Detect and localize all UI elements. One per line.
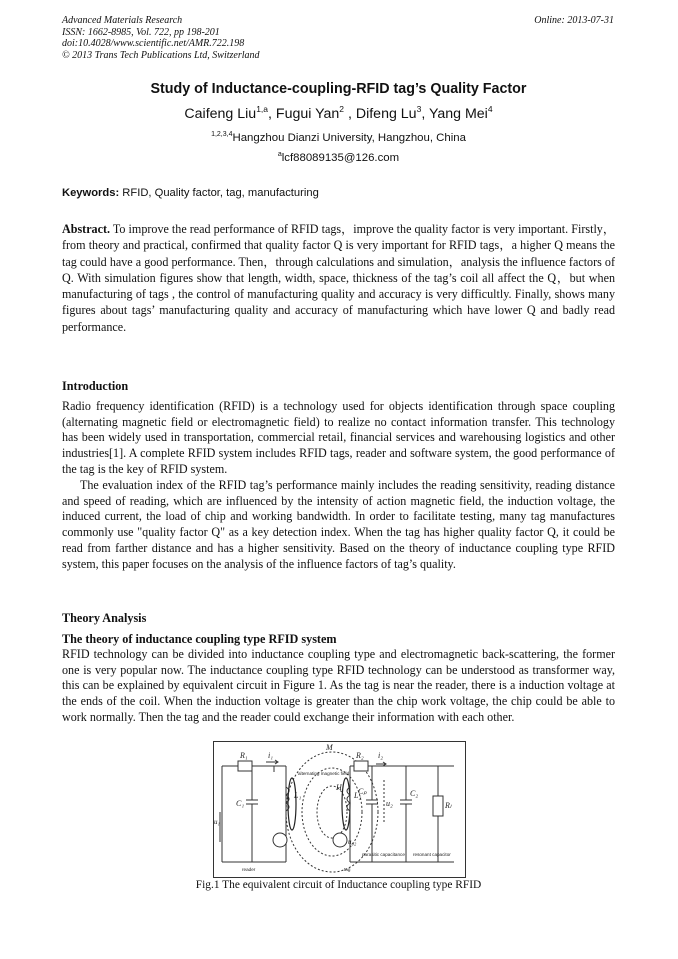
keywords	[62, 187, 615, 199]
source-u1	[273, 833, 287, 847]
label-tag: tag	[344, 867, 351, 872]
circuit-diagram	[214, 742, 465, 877]
label-u1: u₁	[214, 818, 220, 826]
author-sup: 4	[487, 104, 493, 114]
journal-header	[62, 15, 260, 61]
paper-title: Study of Inductance-coupling-RFID tag’s Quality Factor	[150, 81, 527, 97]
introduction-paragraph-1: Radio frequency identification (RFID) is a technology used for objects identification through space coupling (alternating magnetic field or electromagnetic field) to realize no contact information transfer. This technology has been widely used in transportation, commercial retail, financial services and warehousing logistics and other industries[1]. A complete RFID system includes RFID tags, reader and software system, the good performance of the tag is the key of RFID system.	[62, 399, 615, 476]
journal-doi: doi:10.4028/www.scientific.net/AMR.722.198	[62, 38, 245, 50]
journal-name: Advanced Materials Research	[62, 15, 183, 26]
introduction-heading: Introduction	[62, 379, 129, 393]
abstract-text: To improve the read performance of RFID tags，improve the quality factor is very important. Firstly，from theory and practical, confirmed that quality factor Q is very important for RFID tags，a higher Q means the tag could have a good performance. Then，through calculations and simulation，analysis the influence factors of Q. With simulation figures show that length, width, space, thickness of the tag’s coil all affect the Q，but when manufacturing of tags , the control of manufacturing quality and accuracy is very difficultly. Finally, shows many figures about tags’ manufacturing quality and accuracy of manufacturing which have lower Q and badly read performance.	[62, 222, 615, 334]
journal-issn: ISSN: 1662-8985, Vol. 722, pp 198-201	[62, 26, 220, 38]
label-r2: R₂	[356, 751, 364, 760]
resistor-rl	[433, 796, 443, 816]
circuit-labels	[214, 743, 452, 846]
author-email	[62, 151, 615, 164]
introduction-paragraph-2: The evaluation index of the RFID tag’s performance mainly includes the reading sensitivity, reading distance and speed of reading, which are influenced by the intensity of action magnetic field, the induction voltage, the induced current, the load of chip and working bandwidth. In order to facilitate testing, many tag manufactures commonly use "quality factor Q" as a key detection index. When the tag has higher quality factor Q, it could be read from farther distance and has a higher sensitivity. Based on the theory of inductance coupling type RFID system, this paper focuses on the analysis of the influence factors of tag’s quality.	[62, 478, 615, 571]
figure-caption: Fig.1 The equivalent circuit of Inductance coupling type RFID	[195, 879, 482, 891]
email-sup: a	[277, 151, 282, 158]
label-parasitic: parasitic capacitance	[362, 852, 405, 857]
author-separator: ,	[421, 106, 429, 122]
label-h: H	[336, 783, 342, 792]
resistor-r1	[238, 761, 252, 771]
label-rl: Rₗ	[445, 801, 452, 810]
label-field: alternating magnetic field	[298, 771, 350, 776]
affiliation	[62, 131, 615, 144]
author-name: Yang Mei	[428, 106, 488, 122]
abstract-label: Abstract.	[62, 222, 111, 236]
online-date: Online: 2013-07-31	[534, 15, 614, 26]
abstract	[62, 221, 615, 335]
reader-antenna-loop	[288, 778, 296, 830]
label-c2: C₂	[410, 789, 419, 798]
author-separator: ,	[344, 106, 356, 122]
affiliation-text: Hangzhou Dianzi University, Hangzhou, China	[232, 132, 466, 144]
author-separator: ,	[268, 106, 276, 122]
author-sup: 3	[416, 104, 422, 114]
label-r1: R₁	[240, 751, 248, 760]
author-name: Fugui Yan	[275, 106, 340, 122]
source-u02	[333, 833, 347, 847]
email-text: lcf88089135@126.com	[281, 152, 400, 164]
author-name: Caifeng Liu	[184, 106, 257, 122]
author-sup: 1,a	[256, 104, 269, 114]
keywords-label: Keywords:	[62, 187, 120, 199]
label-i2: i₂	[378, 751, 384, 760]
theory-subheading: The theory of inductance coupling type RFID system	[62, 632, 337, 646]
author-name: Difeng Lu	[355, 106, 417, 122]
label-c1: C₁	[236, 799, 245, 808]
theory-heading: Theory Analysis	[62, 611, 147, 625]
journal-copyright: © 2013 Trans Tech Publications Ltd, Switzerland	[62, 49, 260, 61]
label-resonant: resonant capacitor	[413, 852, 451, 857]
label-l2: L₂	[354, 791, 362, 800]
label-reader: reader	[242, 867, 256, 872]
author-list	[62, 104, 615, 122]
label-l1: L₁	[294, 791, 302, 800]
theory-paragraph-1: RFID technology can be divided into inductance coupling type and electromagnetic back-scattering, the former one is very popular now. The inductance coupling type RFID technology can be understood as transformer way, this can be explained by equivalent circuit in Figure 1. As the tag is near the reader, there is a induction voltage at the ends of the coil. When the induction voltage is greater than the chip work voltage, the chip could be able to work normally. Then the tag and the reader could exchange their information with each other.	[62, 647, 615, 724]
keywords-text: RFID, Quality factor, tag, manufacturing	[119, 187, 319, 199]
label-u02: u₀₂	[348, 838, 357, 846]
label-i1: i₁	[268, 751, 274, 760]
affiliation-sup: 1,2,3,4	[211, 131, 233, 138]
label-u2: u₂	[386, 799, 393, 808]
figure-equivalent-circuit	[213, 741, 466, 878]
label-m: M	[326, 743, 333, 752]
label-cp: Cₚ	[358, 787, 367, 796]
author-sup: 2	[339, 104, 345, 114]
circuit-captions	[242, 771, 451, 872]
resistor-r2	[354, 761, 368, 771]
